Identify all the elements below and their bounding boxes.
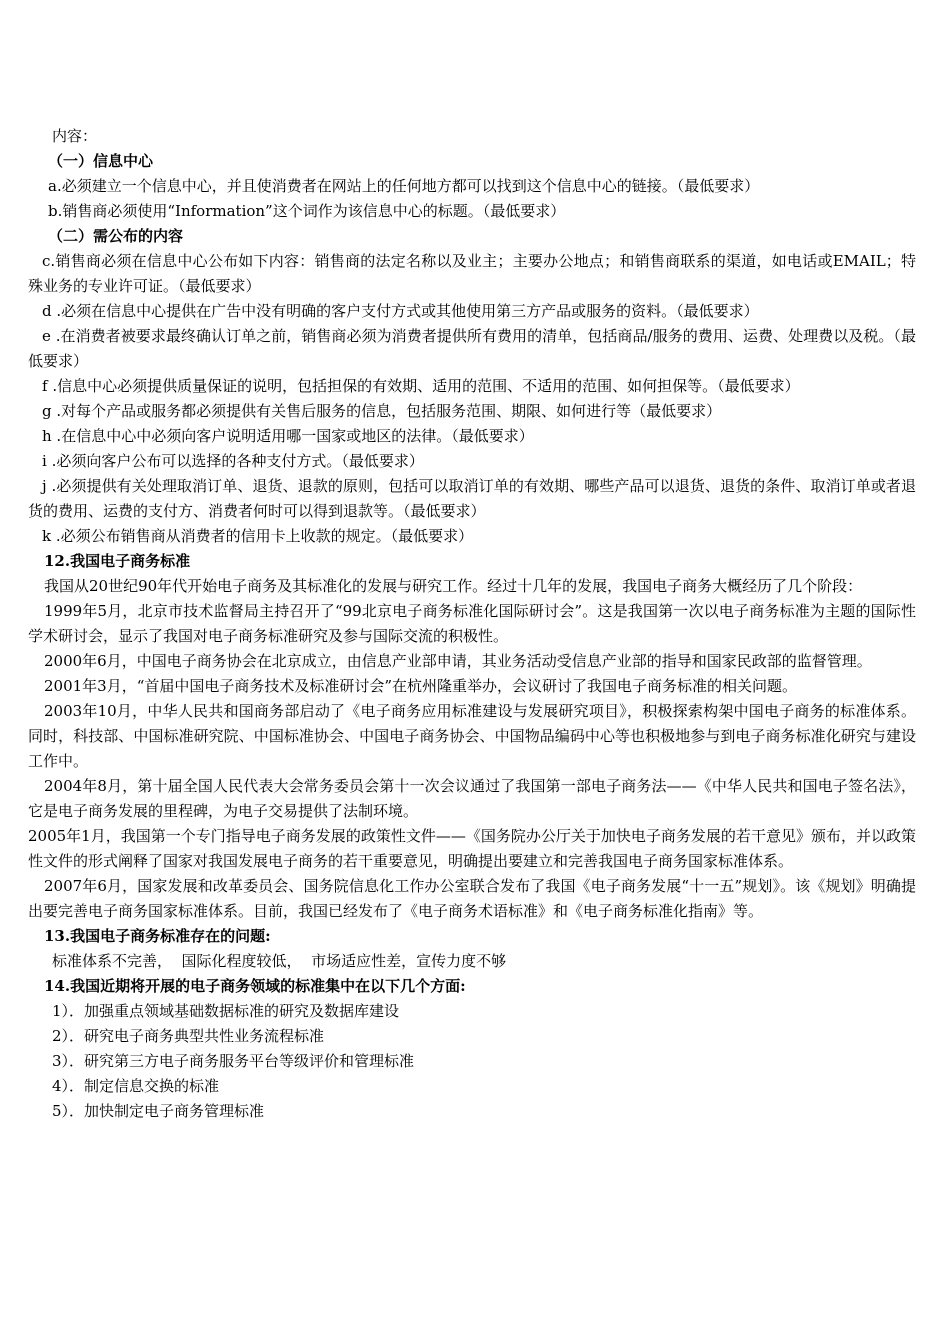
- item-j: j .必须提供有关处理取消订单、退货、退款的原则，包括可以取消订单的有效期、哪些产品可以退货、退货的条件、取消订单或者退货的费用、运费的支付方、消费者何时可以得到退款等。（最低要求）: [28, 477, 916, 520]
- item-h: h .在信息中心中必须向客户说明适用哪一国家或地区的法律。（最低要求）: [42, 427, 534, 445]
- section-heading-info-center: （一）信息中心: [48, 152, 154, 170]
- item-g: g .对每个产品或服务都必须提供有关售后服务的信息，包括服务范围、期限、如何进行等（最低要求）: [42, 402, 722, 420]
- paragraph-2004: 2004年8月，第十届全国人民代表大会常务委员会第十一次会议通过了我国第一部电子商务法——《中华人民共和国电子签名法》，它是电子商务发展的里程碑，为电子交易提供了法制环境。: [28, 777, 916, 820]
- list-item: 2）．研究电子商务典型共性业务流程标准: [52, 1027, 325, 1045]
- item-b: b.销售商必须使用“Information”这个词作为该信息中心的标题。（最低要求）: [48, 202, 566, 220]
- item-d: d .必须在信息中心提供在广告中没有明确的客户支付方式或其他使用第三方产品或服务的资料。（最低要求）: [42, 302, 759, 320]
- heading-12: 12.我国电子商务标准: [44, 552, 191, 570]
- section-heading-published-content: （二）需公布的内容: [48, 227, 184, 245]
- paragraph-2007: 2007年6月，国家发展和改革委员会、国务院信息化工作办公室联合发布了我国《电子商务发展“十一五”规划》。该《规划》明确提出要完善电子商务国家标准体系。目前，我国已经发布了《电子商务术语标准》和《电子商务标准化指南》等。: [28, 877, 916, 920]
- list-item: 5）．加快制定电子商务管理标准: [52, 1102, 265, 1120]
- paragraph-2003: 2003年10月，中华人民共和国商务部启动了《电子商务应用标准建设与发展研究项目》，积极探索构架中国电子商务的标准体系。同时，科技部、中国标准研究院、中国标准协会、中国电子商务协会、中国物品编码中心等也积极地参与到电子商务标准化研究与建设工作中。: [28, 702, 916, 770]
- list-item: 3）．研究第三方电子商务服务平台等级评价和管理标准: [52, 1052, 415, 1070]
- paragraph-1999: 1999年5月，北京市技术监督局主持召开了“99北京电子商务标准化国际研讨会”。这是我国第一次以电子商务标准为主题的国际性学术研讨会，显示了我国对电子商务标准研究及参与国际交流的积极性。: [28, 602, 916, 645]
- content-label: 内容：: [52, 127, 98, 145]
- paragraph-13: 标准体系不完善， 国际化程度较低， 市场适应性差，宣传力度不够: [52, 952, 507, 970]
- item-f: f .信息中心必须提供质量保证的说明，包括担保的有效期、适用的范围、不适用的范围、如何担保等。（最低要求）: [42, 377, 800, 395]
- item-i: i .必须向客户公布可以选择的各种支付方式。（最低要求）: [42, 452, 424, 470]
- paragraph-2001: 2001年3月，“首届中国电子商务技术及标准研讨会”在杭州隆重举办，会议研讨了我国电子商务标准的相关问题。: [44, 677, 798, 695]
- list-item: 1）．加强重点领域基础数据标准的研究及数据库建设: [52, 1002, 400, 1020]
- item-c: c.销售商必须在信息中心公布如下内容：销售商的法定名称以及业主；主要办公地点；和销售商联系的渠道，如电话或EMAIL；特殊业务的专业许可证。（最低要求）: [28, 252, 916, 295]
- heading-14: 14.我国近期将开展的电子商务领域的标准集中在以下几个方面:: [44, 977, 466, 995]
- item-k: k .必须公布销售商从消费者的信用卡上收款的规定。（最低要求）: [42, 527, 474, 545]
- item-a: a.必须建立一个信息中心，并且使消费者在网站上的任何地方都可以找到这个信息中心的链接。（最低要求）: [48, 177, 760, 195]
- item-e: e .在消费者被要求最终确认订单之前，销售商必须为消费者提供所有费用的清单，包括商品/服务的费用、运费、处理费以及税。（最低要求）: [28, 327, 916, 370]
- document-body: [28, 124, 916, 1124]
- list-item: 4）．制定信息交换的标准: [52, 1077, 220, 1095]
- paragraph-12-intro: 我国从20世纪90年代开始电子商务及其标准化的发展与研究工作。经过十几年的发展，我国电子商务大概经历了几个阶段：: [44, 577, 863, 595]
- heading-13: 13.我国电子商务标准存在的问题:: [44, 927, 271, 945]
- paragraph-2005: 2005年1月，我国第一个专门指导电子商务发展的政策性文件——《国务院办公厅关于加快电子商务发展的若干意见》颁布，并以政策性文件的形式阐释了国家对我国发展电子商务的若干重要意见，明确提出要建立和完善我国电子商务国家标准体系。: [28, 827, 916, 870]
- paragraph-2000: 2000年6月，中国电子商务协会在北京成立，由信息产业部申请，其业务活动受信息产业部的指导和国家民政部的监督管理。: [44, 652, 872, 670]
